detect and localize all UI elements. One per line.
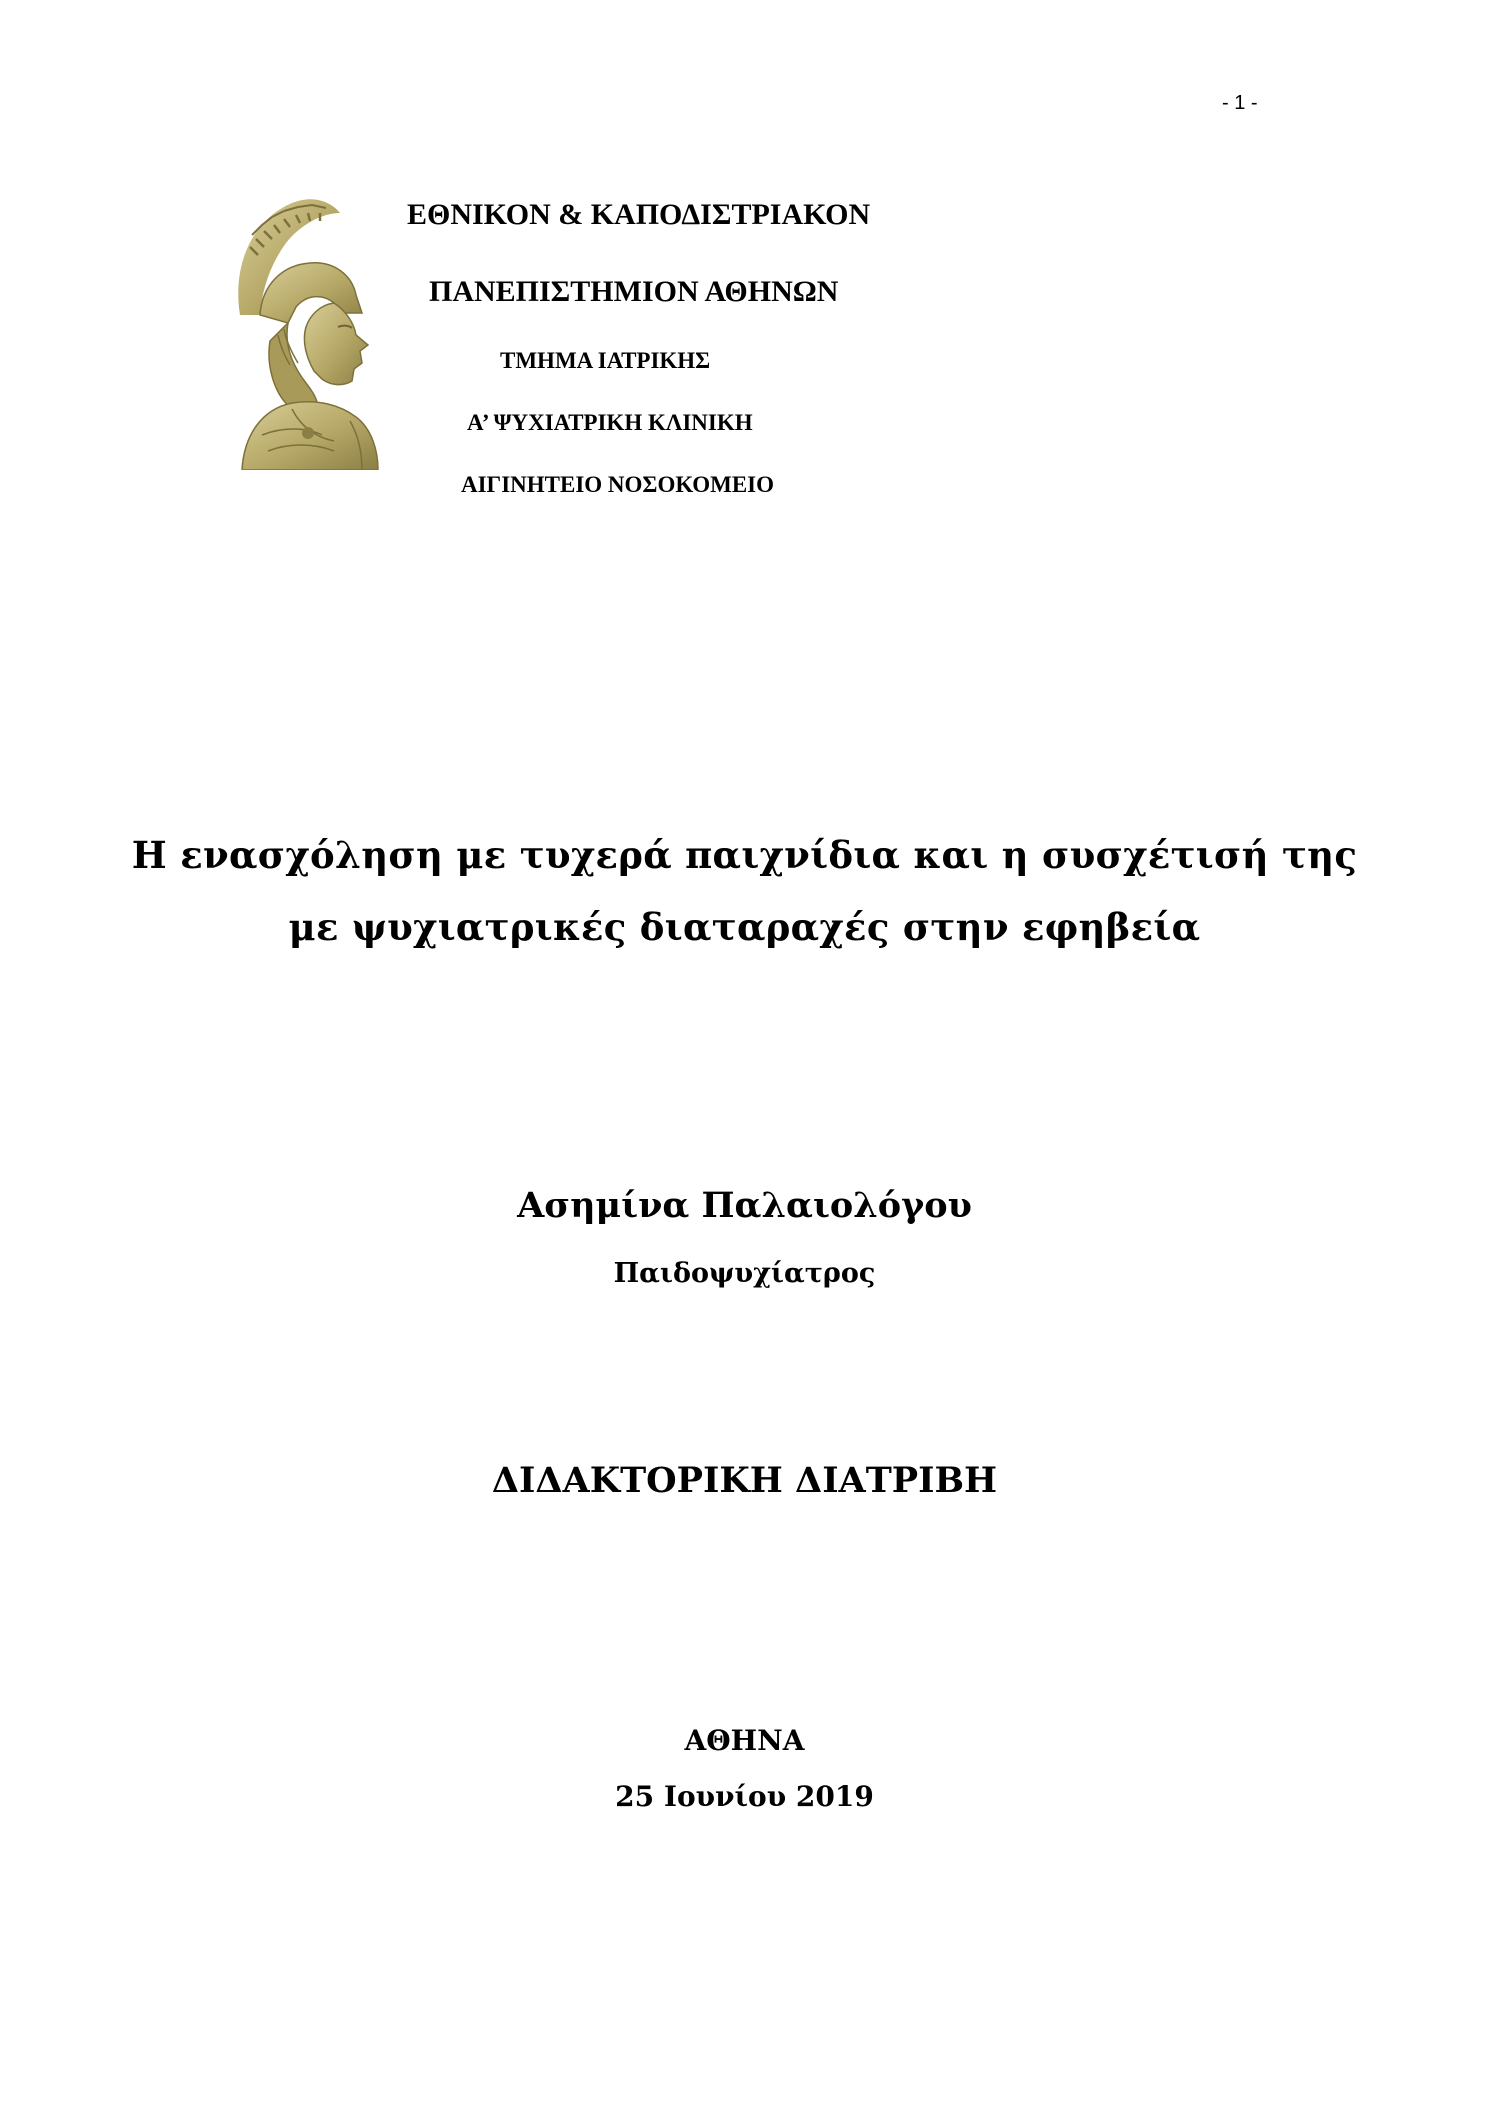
author-role: Παιδοψυχίατρος bbox=[613, 1258, 876, 1289]
athena-helmet-bust-logo bbox=[222, 195, 382, 470]
date: 25 Ιουνίου 2019 bbox=[615, 1780, 874, 1813]
department-name: ΤΜΗΜΑ ΙΑΤΡΙΚΗΣ bbox=[500, 348, 711, 373]
clinic-name: Α’ ΨΥΧΙΑΤΡΙΚΗ ΚΛΙΝΙΚΗ bbox=[467, 410, 753, 435]
author-name: Ασημίνα Παλαιολόγου bbox=[517, 1185, 972, 1226]
university-name-line-1: ΕΘΝΙΚΟΝ & ΚΑΠΟΔΙΣΤΡΙΑΚΟΝ bbox=[407, 198, 871, 231]
thesis-title-line-2: με ψυχιατρικές διαταραχές στην εφηβεία bbox=[288, 905, 1201, 949]
document-type: ΔΙΔΑΚΤΟΡΙΚΗ ΔΙΑΤΡΙΒΗ bbox=[491, 1460, 998, 1501]
hospital-name: ΑΙΓΙΝΗΤΕΙΟ ΝΟΣΟΚΟΜΕΙΟ bbox=[461, 472, 775, 497]
page-number: - 1 - bbox=[1222, 92, 1258, 114]
city: ΑΘΗΝΑ bbox=[684, 1724, 805, 1757]
university-name-line-2: ΠΑΝΕΠΙΣΤΗΜΙΟΝ ΑΘΗΝΩΝ bbox=[429, 275, 839, 308]
thesis-title-line-1: Η ενασχόληση με τυχερά παιχνίδια και η συσχέτισή της bbox=[131, 833, 1358, 877]
